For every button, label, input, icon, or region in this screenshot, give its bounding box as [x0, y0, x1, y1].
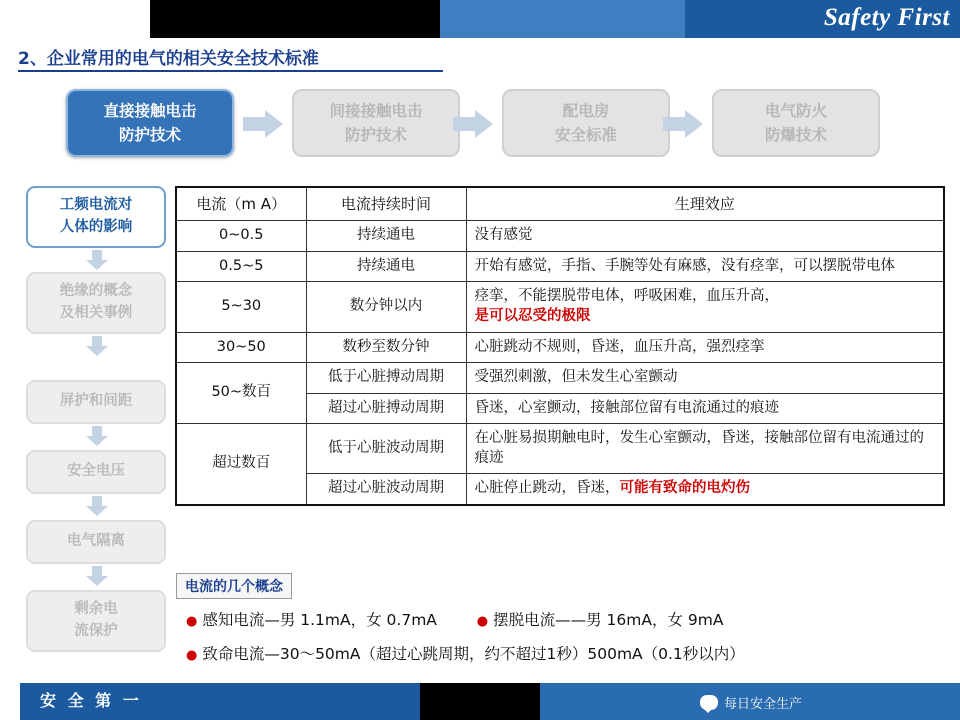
- arrow-right-icon: [243, 110, 283, 138]
- footer-text: 安 全 第 一: [40, 691, 142, 710]
- sidebar-item-label: 电气隔离: [67, 533, 125, 550]
- table-row: [176, 221, 944, 252]
- flow-step-indirect-contact[interactable]: [292, 89, 460, 157]
- flow-step-label-line2: 安全标准: [554, 126, 617, 144]
- sidebar-item-label: 安全电压: [67, 463, 125, 480]
- banner-segment-light-blue: [440, 0, 685, 38]
- flow-step-label-line1: 间接接触电击: [329, 101, 423, 120]
- page-title: 2、企业常用的电气的相关安全技术标准: [18, 49, 319, 69]
- list-item: [186, 642, 956, 664]
- effect-text: 痉挛，不能摆脱带电体，呼吸困难，血压升高，: [474, 288, 779, 305]
- concepts-title: 电流的几个概念: [176, 573, 292, 599]
- bullet-icon: ●: [476, 614, 489, 629]
- effect-text-highlight: 是可以忍受的极限: [474, 307, 591, 324]
- cell-duration: 低于心脏波动周期: [306, 424, 466, 474]
- effect-text: 昏迷，心室颤动，接触部位留有电流通过的痕迹: [474, 399, 779, 416]
- cell-duration: 持续通电: [306, 251, 466, 282]
- cell-effect: [466, 474, 944, 505]
- sidebar-item-label: 剩余电: [74, 601, 118, 618]
- sidebar-item-residual-current-protection[interactable]: [26, 590, 166, 652]
- cell-current: 0.5~5: [176, 251, 306, 282]
- wechat-label: 每日安全生产: [724, 696, 803, 712]
- cell-duration: 超过心脏搏动周期: [306, 393, 466, 424]
- banner-segment-black: [150, 0, 440, 38]
- table-header-current: 电流（m A）: [176, 187, 306, 221]
- flow-step-label-line1: 电气防火: [764, 101, 827, 120]
- flow-step-label-line2: 防护技术: [344, 126, 407, 144]
- sidebar-item-shielding[interactable]: [26, 380, 166, 424]
- current-effect-table-wrapper: [175, 186, 945, 506]
- sidebar-item-insulation[interactable]: [26, 272, 166, 334]
- table-row: [176, 282, 944, 332]
- cell-effect: [466, 221, 944, 252]
- flow-step-fire-explosion[interactable]: [712, 89, 880, 157]
- effect-text: 在心脏易损期触电时，发生心室颤动，昏迷，接触部位留有电流通过的痕迹: [474, 430, 924, 466]
- banner-title: Safety First: [823, 4, 950, 31]
- cell-current: 50~数百: [176, 363, 306, 424]
- cell-effect: [466, 424, 944, 474]
- arrow-right-icon: [663, 110, 703, 138]
- effect-text: 心脏跳动不规则，昏迷，血压升高，强烈痉挛: [474, 338, 765, 355]
- effect-text: 没有感觉: [474, 227, 533, 244]
- arrow-down-icon: [86, 566, 108, 586]
- page-title-underline: [18, 70, 443, 72]
- cell-effect: [466, 393, 944, 424]
- cell-current: 0~0.5: [176, 221, 306, 252]
- wechat-account: [700, 690, 802, 714]
- flow-step-label-line1: 配电房: [562, 101, 610, 120]
- flow-step-label-line2: 防爆技术: [764, 126, 827, 144]
- sidebar-item-label: 绝缘的概念: [59, 283, 133, 300]
- sidebar-item-label: 流保护: [74, 623, 118, 639]
- effect-text: 心脏停止跳动，昏迷，: [474, 480, 620, 497]
- sidebar-item-label: 人体的影响: [59, 219, 133, 235]
- cell-current: 超过数百: [176, 424, 306, 505]
- cell-effect: [466, 363, 944, 394]
- current-effect-table: [175, 186, 945, 506]
- arrow-down-icon: [86, 336, 108, 356]
- sidebar-item-label: 工频电流对: [59, 197, 133, 214]
- effect-text: 开始有感觉，手指、手腕等处有麻感，没有痉挛，可以摆脱带电体: [474, 257, 895, 274]
- top-banner: [0, 0, 960, 38]
- table-row: [176, 251, 944, 282]
- cell-duration: 数分钟以内: [306, 282, 466, 332]
- flow-step-label-line2: 防护技术: [118, 126, 181, 144]
- footer-segment-black: [420, 683, 540, 720]
- arrow-down-icon: [86, 426, 108, 446]
- cell-duration: 持续通电: [306, 221, 466, 252]
- concept-text: 摆脱电流——男 16mA，女 9mA: [493, 611, 724, 629]
- table-header-effect: 生理效应: [466, 187, 944, 221]
- table-header-duration: 电流持续时间: [306, 187, 466, 221]
- sidebar-item-label: 及相关事例: [59, 305, 133, 321]
- bullet-icon: ●: [186, 614, 198, 629]
- cell-duration: 数秒至数分钟: [306, 332, 466, 363]
- sidebar-item-safe-voltage[interactable]: [26, 450, 166, 494]
- arrow-right-icon: [453, 110, 493, 138]
- table-row: [176, 363, 944, 394]
- banner-segment-white: [0, 0, 150, 38]
- bottom-banner: [0, 683, 960, 720]
- cell-effect: [466, 282, 944, 332]
- cell-current: 30~50: [176, 332, 306, 363]
- table-row: [176, 332, 944, 363]
- table-row: [176, 424, 944, 474]
- flow-step-direct-contact[interactable]: [66, 89, 234, 157]
- effect-text-highlight: 可能有致命的电灼伤: [619, 480, 750, 497]
- table-header-row: [176, 187, 944, 221]
- sidebar-item-label: 屏护和间距: [59, 393, 133, 410]
- sidebar-item-electrical-isolation[interactable]: [26, 520, 166, 564]
- cell-duration: 超过心脏波动周期: [306, 474, 466, 505]
- flow-step-label-line1: 直接接触电击: [103, 101, 197, 120]
- effect-text: 受强烈刺激，但未发生心室颤动: [474, 369, 678, 386]
- arrow-down-icon: [86, 496, 108, 516]
- sidebar-item-current-effect[interactable]: [26, 186, 166, 248]
- cell-effect: [466, 332, 944, 363]
- concept-text: 致命电流—30～50mA（超过心跳周期，约不超过1秒）500mA（0.1秒以内）: [202, 645, 745, 663]
- cell-duration: 低于心脏搏动周期: [306, 363, 466, 394]
- footer-segment-white: [0, 683, 20, 720]
- cell-effect: [466, 251, 944, 282]
- concepts-list: [186, 608, 956, 676]
- wechat-icon: [700, 695, 718, 710]
- concept-text: 感知电流—男 1.1mA，女 0.7mA: [202, 611, 437, 629]
- list-item: [186, 608, 956, 630]
- cell-current: 5~30: [176, 282, 306, 332]
- bullet-icon: ●: [186, 648, 198, 663]
- arrow-down-icon: [86, 250, 108, 270]
- flow-step-distribution-room[interactable]: [502, 89, 670, 157]
